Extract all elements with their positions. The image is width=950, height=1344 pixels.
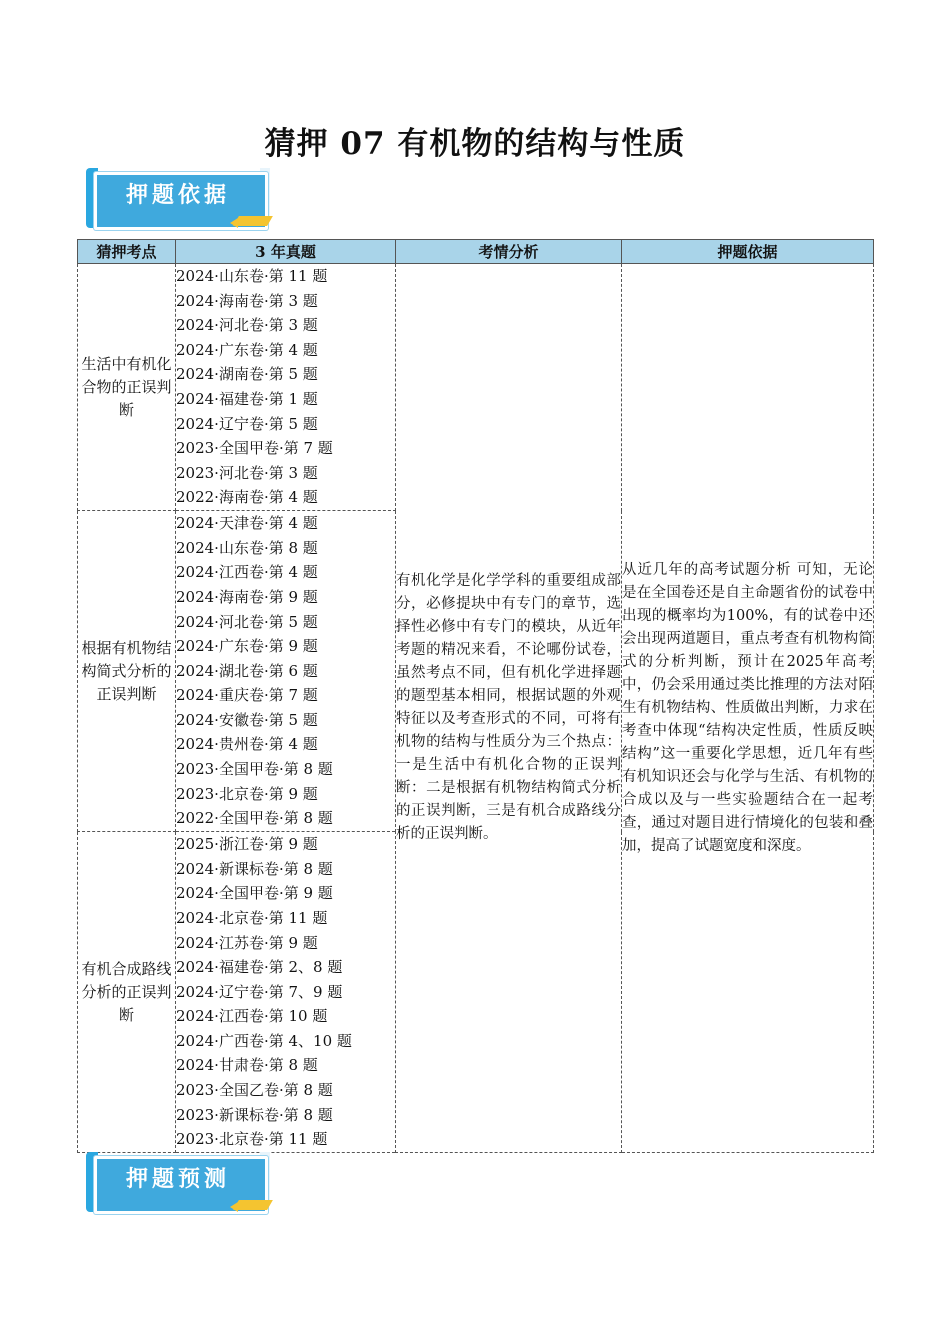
page-title: 猜押 07 有机物的结构与性质	[264, 126, 686, 162]
exam-item: 2024·广东卷·第 9 题	[176, 637, 318, 656]
topic-cell: 有机合成路线分析的正误判断	[78, 832, 176, 1153]
exam-list	[176, 511, 396, 832]
exam-item: 2024·福建卷·第 1 题	[176, 390, 318, 408]
exam-list	[176, 264, 396, 511]
exam-item: 2024·河北卷·第 3 题	[176, 316, 318, 335]
exam-item: 2024·海南卷·第 3 题	[176, 291, 318, 310]
exam-item: 2022·海南卷·第 4 题	[176, 488, 318, 507]
header-basis: 押题依据	[622, 240, 874, 264]
exam-item: 2023·全国甲卷·第 8 题	[176, 760, 333, 779]
exam-item: 2024·重庆卷·第 7 题	[176, 686, 318, 705]
exam-item: 2024·甘肃卷·第 8 题	[176, 1056, 318, 1075]
header-topic: 猜押考点	[78, 240, 176, 264]
exam-item: 2024·辽宁卷·第 7、9 题	[176, 982, 343, 1001]
section-badge-basis-label: 押题依据	[125, 183, 230, 208]
exam-item: 2024·安徽卷·第 5 题	[176, 710, 318, 729]
header-analysis: 考情分析	[396, 240, 622, 264]
exam-item: 2024·新课标卷·第 8 题	[176, 859, 333, 878]
exam-item: 2024·湖南卷·第 5 题	[176, 365, 318, 384]
section-badge-prediction	[86, 1152, 270, 1214]
table-row	[78, 264, 874, 511]
topic-cell: 生活中有机化合物的正误判断	[78, 264, 176, 511]
exam-item: 2024·江西卷·第 4 题	[176, 563, 318, 582]
exam-item: 2024·全国甲卷·第 9 题	[176, 884, 333, 903]
exam-table	[77, 239, 874, 1153]
exam-item: 2024·河北卷·第 5 题	[176, 612, 318, 631]
exam-item: 2024·江苏卷·第 9 题	[176, 933, 318, 952]
exam-item: 2022·全国甲卷·第 8 题	[176, 809, 333, 828]
section-badge-basis	[86, 168, 270, 230]
exam-item: 2024·山东卷·第 11 题	[176, 267, 328, 286]
exam-item: 2024·贵州卷·第 4 题	[176, 735, 318, 754]
exam-item: 2024·辽宁卷·第 5 题	[176, 414, 318, 433]
exam-item: 2023·全国甲卷·第 7 题	[176, 439, 333, 458]
topic-cell: 根据有机物结构简式分析的正误判断	[78, 511, 176, 832]
exam-item: 2024·天津卷·第 4 题	[176, 514, 318, 533]
exam-item: 2024·福建卷·第 2、8 题	[176, 958, 343, 977]
exam-item: 2025·浙江卷·第 9 题	[176, 835, 318, 854]
exam-item: 2023·全国乙卷·第 8 题	[176, 1081, 333, 1100]
exam-item: 2023·北京卷·第 9 题	[176, 784, 318, 803]
table-header-row	[78, 240, 874, 264]
exam-item: 2023·河北卷·第 3 题	[176, 463, 318, 482]
exam-item: 2024·北京卷·第 11 题	[176, 908, 328, 927]
exam-item: 2024·海南卷·第 9 题	[176, 587, 318, 606]
exam-item: 2024·湖北卷·第 6 题	[176, 661, 318, 680]
exam-item: 2024·广西卷·第 4、10 题	[176, 1031, 352, 1050]
exam-item: 2023·北京卷·第 11 题	[176, 1130, 328, 1149]
basis-cell: 从近几年的高考试题分析 可知，无论是在全国卷还是自主命题省份的试卷中出现的概率均为100%，有的试卷中还会出现两道题目，重点考查有机物构简式的分析判断，预计在2025年高考中，仍会采用通过类比推理的方法对陌生有机物结构、性质做出判断，力求在考查中体现“结构决定性质，性质反映结构”这一重要化学思想，近几年有些有机知识还会与化学与生活、有机物的合成以及与一些实验题结合在一起考查，通过对题目进行情境化的包装和叠加，提高了试题宽度和深度。	[622, 264, 874, 1153]
section-badge-prediction-label: 押题预测	[125, 1167, 230, 1192]
header-exams: 3 年真题	[176, 240, 396, 264]
exam-item: 2023·新课标卷·第 8 题	[176, 1105, 333, 1124]
exam-list	[176, 832, 396, 1153]
exam-item: 2024·江西卷·第 10 题	[176, 1007, 328, 1026]
exam-item: 2024·广东卷·第 4 题	[176, 340, 318, 359]
exam-item: 2024·山东卷·第 8 题	[176, 538, 318, 557]
analysis-cell: 有机化学是化学学科的重要组成部分，必修提块中有专门的章节，选择性必修中有专门的模块，从近年考题的精况来看，不论哪份试卷，虽然考点不同，但有机化学进择题的题型基本相同，根据试题的外观特征以及考查形式的不同，可将有机物的结构与性质分为三个热点：一是生活中有机化合物的正误判断：二是根据有机物结构简式分析的正误判断，三是有机合成路线分析的正误判断。	[396, 264, 622, 1153]
